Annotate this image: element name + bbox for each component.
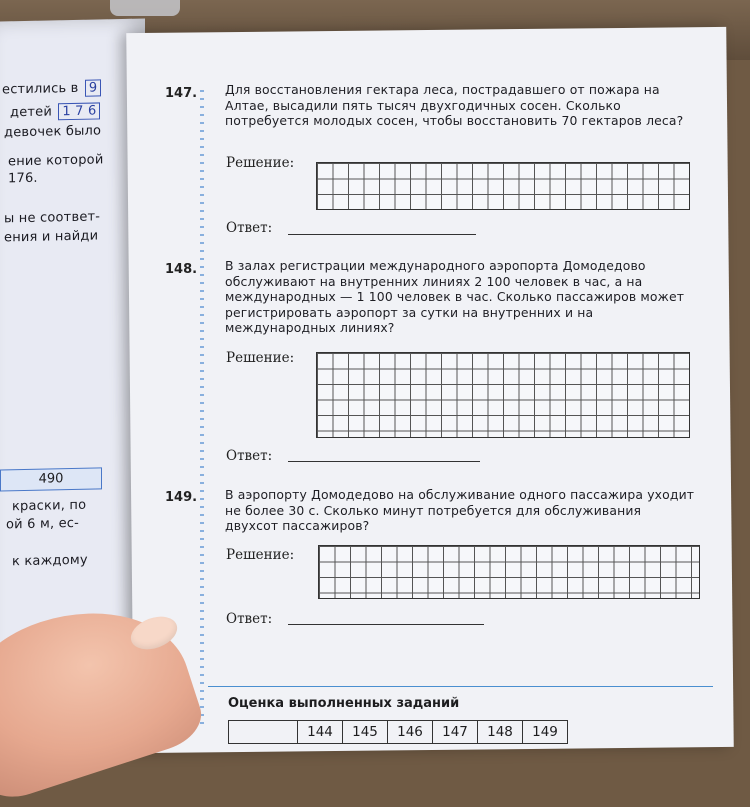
answer-line[interactable] [288,234,476,235]
answer-digit-box: 1 7 6 [58,102,100,120]
task-text: В аэропорту Домодедово на обслуживание одного пассажира уходит не более 30 с. Сколько минут потребуется для обслуживания двухсот пассажиров? [225,487,695,533]
section-divider [208,686,713,687]
left-line: детей 1 7 6 [10,102,100,121]
answer-digit-box: 9 [85,79,101,96]
evaluation-table [228,720,568,744]
answer-line[interactable] [288,624,484,625]
solution-label: Решение: [226,350,295,366]
task-text: В залах регистрации международного аэропорта Домодедово обслуживают на внутренних линиях 2 100 человек в час, а на международных — 1 100 человек в час. Сколько пассажиров может регистрировать аэропорт за сутки на внутренних и на международных линиях? [225,258,685,335]
solution-label: Решение: [226,547,295,563]
left-line: ения и найди [4,228,99,246]
left-line: 176. [8,170,38,187]
evaluation-corner-cell [229,721,298,744]
left-line: ение которой [8,152,104,170]
left-line: к каждому [12,552,88,570]
answer-line[interactable] [288,461,480,462]
object-on-table [110,0,180,16]
left-line: ы не соответ- [4,209,101,227]
evaluation-column-header: 146 [388,721,433,744]
solution-label: Решение: [226,155,295,171]
task-text: Для восстановления гектара леса, пострадавшего от пожара на Алтае, высадили пять тысяч двухгодичных сосен. Сколько потребуется молодых сосен, чтобы восстановить 70 гектаров леса? [225,82,684,128]
evaluation-column-header: 145 [343,721,388,744]
answer-label: Ответ: [226,448,273,464]
answer-label: Ответ: [226,611,273,627]
evaluation-column-header: 149 [523,721,568,744]
solution-grid[interactable] [316,162,690,210]
evaluation-title: Оценка выполненных заданий [228,696,460,711]
left-line: краски, по [12,497,87,515]
left-line: девочек было [4,123,102,141]
task-number: 147. [165,86,198,101]
margin-dots [200,90,204,730]
evaluation-column-header: 147 [433,721,478,744]
evaluation-column-header: 144 [298,721,343,744]
solution-grid[interactable] [318,545,700,599]
answer-box: 490 [0,467,102,491]
left-line: ой 6 м, ес- [6,515,80,533]
task-number: 149. [165,490,198,505]
task-number: 148. [165,262,198,277]
answer-label: Ответ: [226,220,273,236]
solution-grid[interactable] [316,352,690,438]
evaluation-column-header: 148 [478,721,523,744]
left-line: естились в 9 [2,79,101,98]
